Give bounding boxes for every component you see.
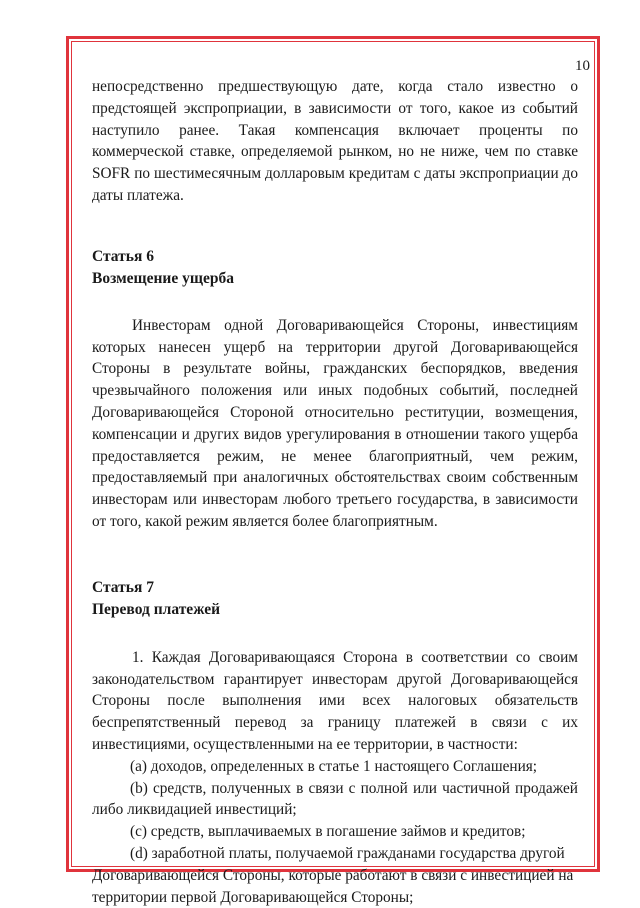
intro-paragraph: непосредственно предшествующую дате, когда стало известно о предстоящей экспроприации, в зависимости от того, какое из событий наступило ранее. Такая компенсация включает проценты по коммерческой ставке, определяемой рынком, но не ниже, чем по ставке SOFR по шестимесячным долларовым кредитам с даты экспроприации до даты платежа. xyxy=(92,78,578,204)
clause-item-a: (a) доходов, определенных в статье 1 настоящего Соглашения; xyxy=(130,757,538,775)
clause-item-c: (c) средств, выплачиваемых в погашение займов и кредитов; xyxy=(130,823,526,841)
clause-item-d: (d) заработной платы, получаемой гражданами государства другой Договаривающейся Стороны, которые работают в связи с инвестицией на территории первой Договаривающейся Стороны; xyxy=(92,844,574,906)
article-6-number: Статья 6 xyxy=(92,247,154,265)
article-6-title: Возмещение ущерба xyxy=(92,269,234,287)
clause-item-b: (b) средств, полученных в связи с полной или частичной продажей либо ликвидацией инвестиций; xyxy=(92,779,578,819)
article-7-number: Статья 7 xyxy=(92,578,154,596)
document-body xyxy=(92,76,578,908)
article-6-paragraph: Инвесторам одной Договаривающейся Стороны, инвестициям которых нанесен ущерб на территории другой Договаривающейся Стороны в результате войны, гражданских беспорядков, введения чрезвычайного положения или иных подобных событий, последней Договаривающейся Стороной относительно реституции, возмещения, компенсации и других видов урегулирования в отношении такого ущерба предоставляется режим, не менее благоприятный, чем режим, предоставляемый при аналогичных обстоятельствах своим собственным инвесторам или инвесторам любого третьего государства, в зависимости от того, какой режим является более благоприятным. xyxy=(92,316,578,530)
article-7-clause-1: 1. Каждая Договаривающаяся Сторона в соответствии со своим законодательством гарантирует инвесторам другой Договаривающейся Стороны после выполнения ими всех налоговых обязательств беспрепятственный перевод за границу платежей в связи с их инвестициями, осуществленными на ее территории, в частности: xyxy=(92,648,578,753)
article-7-title: Перевод платежей xyxy=(92,600,221,618)
page-number: 10 xyxy=(575,58,590,74)
